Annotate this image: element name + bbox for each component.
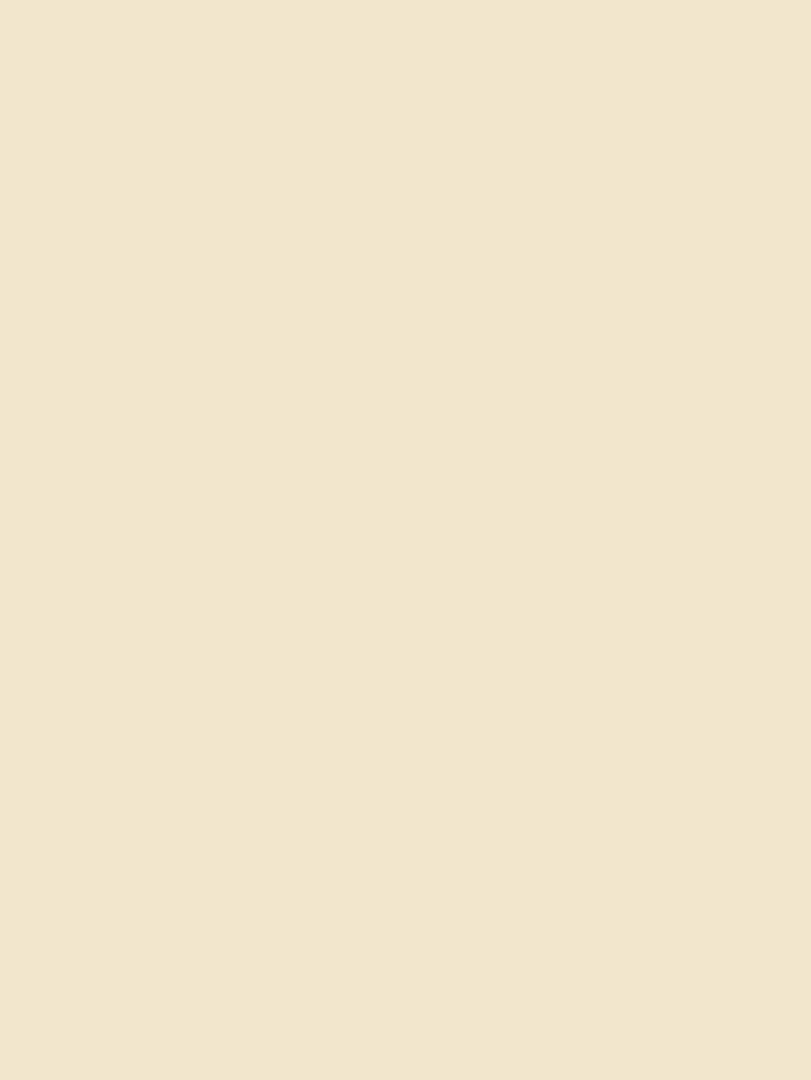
line-21 xyxy=(34,584,783,612)
line-10 xyxy=(34,280,783,308)
line-12 xyxy=(34,336,783,364)
line-22 xyxy=(34,611,783,639)
line-2 xyxy=(34,60,783,88)
line-17-dafa-6 xyxy=(34,474,783,502)
line-31 xyxy=(34,860,783,888)
line-30 xyxy=(34,832,783,860)
line-3 xyxy=(34,87,783,115)
line-15 xyxy=(34,418,783,446)
line-23 xyxy=(34,639,783,667)
line-26 xyxy=(34,722,783,750)
line-25-dafa-7 xyxy=(34,694,783,722)
line-32 xyxy=(34,887,783,915)
line-4 xyxy=(34,115,783,143)
line-34 xyxy=(34,943,783,971)
line-13 xyxy=(34,363,783,391)
line-19 xyxy=(34,529,783,557)
header-line xyxy=(34,0,783,32)
line-1 xyxy=(34,32,783,60)
line-24 xyxy=(34,667,783,695)
footnote-line xyxy=(34,988,783,1022)
line-5 xyxy=(34,142,783,170)
line-29 xyxy=(34,805,783,833)
line-6 xyxy=(34,170,783,198)
line-9-dafa-5 xyxy=(34,253,783,281)
line-33 xyxy=(34,915,783,943)
line-16 xyxy=(34,446,783,474)
line-28 xyxy=(34,777,783,805)
line-14 xyxy=(34,391,783,419)
line-11 xyxy=(34,308,783,336)
line-8 xyxy=(34,225,783,253)
line-27 xyxy=(34,749,783,777)
line-20 xyxy=(34,556,783,584)
line-18 xyxy=(34,501,783,529)
line-7 xyxy=(34,198,783,226)
